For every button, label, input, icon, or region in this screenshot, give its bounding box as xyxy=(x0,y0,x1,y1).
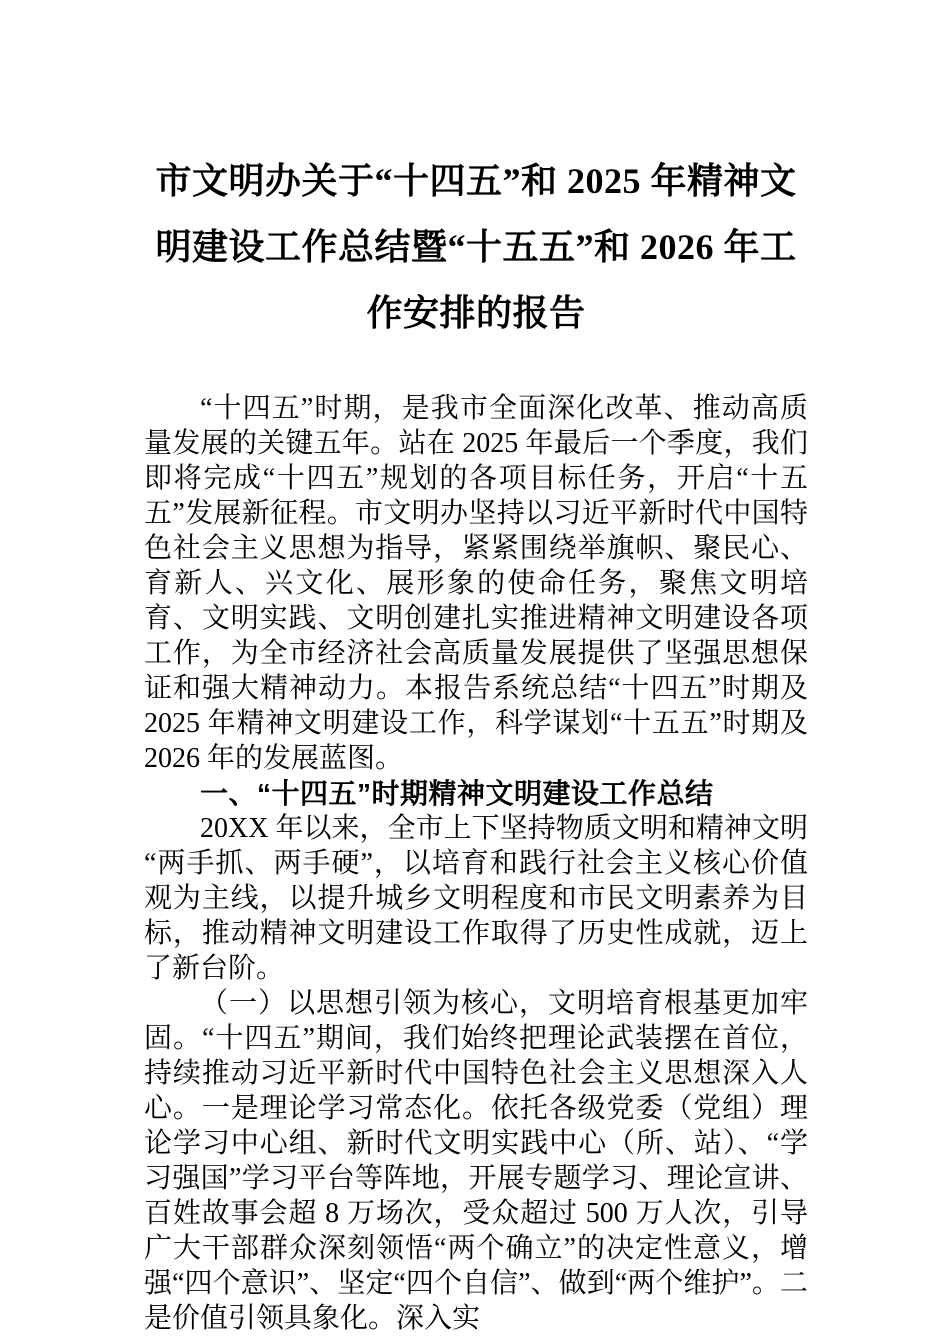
body-paragraph: 20XX 年以来，全市上下坚持物质文明和精神文明“两手抓、两手硬”，以培育和践行社会主义核心价值观为主线，以提升城乡文明程度和市民文明素养为目标，推动精神文明建设工作取得了历史性成就，迈上了新台阶。 xyxy=(144,813,808,984)
document-title: 市文明办关于“十四五”和 2025 年精神文明建设工作总结暨“十五五”和 2026 年工作安排的报告 xyxy=(155,161,797,333)
document-body xyxy=(144,391,808,1336)
body-paragraph: （一）以思想引领为核心，文明培育根基更加牢固。“十四五”期间，我们始终把理论武装摆在首位，持续推动习近平新时代中国特色社会主义思想深入人心。一是理论学习常态化。依托各级党委（党组）理论学习中心组、新时代文明实践中心（所、站）、“学习强国”学习平台等阵地，开展专题学习、理论宣讲、百姓故事会超 8 万场次，受众超过 500 万人次，引导广大干部群众深刻领悟“两个确立”的决定性意义，增强“四个意识”、坚定“四个自信”、做到“两个维护”。二是价值引领具象化。深入实 xyxy=(144,988,808,1334)
section-heading: 一、“十四五”时期精神文明建设工作总结 xyxy=(200,778,714,809)
body-paragraph: “十四五”时期，是我市全面深化改革、推动高质量发展的关键五年。站在 2025 年最后一个季度，我们即将完成“十四五”规划的各项目标任务，开启“十五五”发展新征程。市文明办坚持以习近平新时代中国特色社会主义思想为指导，紧紧围绕举旗帜、聚民心、育新人、兴文化、展形象的使命任务，聚焦文明培育、文明实践、文明创建扎实推进精神文明建设各项工作，为全市经济社会高质量发展提供了坚强思想保证和强大精神动力。本报告系统总结“十四五”时期及 2025 年精神文明建设工作，科学谋划“十五五”时期及 2026 年的发展蓝图。 xyxy=(144,393,808,774)
